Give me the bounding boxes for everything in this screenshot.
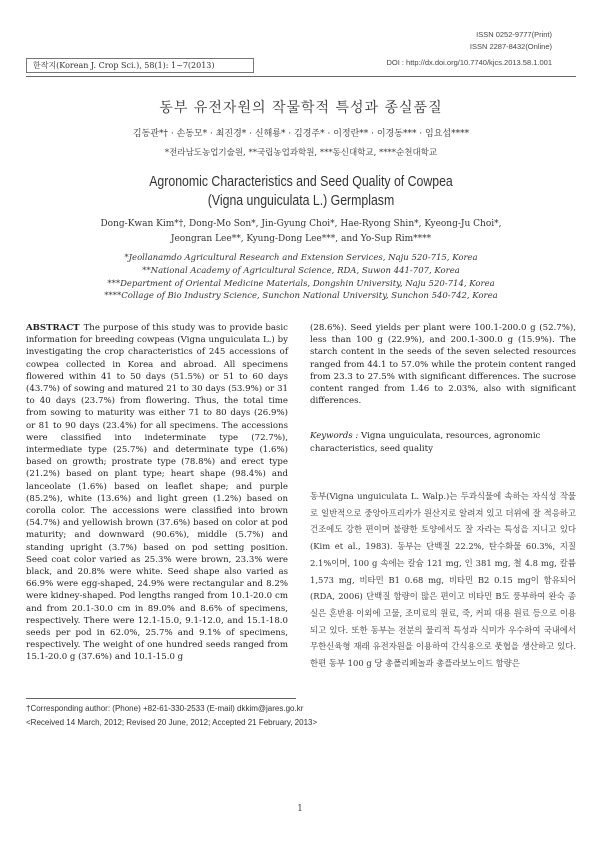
- affiliation-4: ****Collage of Bio Industry Science, Sunchon National University, Sunchon 540-742, Korea: [104, 291, 498, 302]
- abstract-right-column: (28.6%). Seed yields per plant were 100.1-200.0 g (52.7%), less than 100 g (22.9%), and 200.1-300.0 g (15.9%). The starch content in the seeds of the seven selected resources ranged from 44.1 to 57.0% while the protein content ranged from 23.3 to 27.5% with significant differences. The sucrose content ranged from 1.46 to 2.03%, also with significant differences.: [310, 323, 576, 407]
- received-dates: <Received 14 March, 2012; Revised 20 June, 2012; Accepted 21 February, 2013>: [26, 717, 318, 727]
- affiliation-1: *Jeollanamdo Agricultural Research and Extension Services, Naju 520-715, Korea: [124, 253, 478, 263]
- page-number: 1: [297, 804, 303, 814]
- corresponding-author: †Corresponding author: (Phone) +82-61-330-2533 (E-mail) dkkim@jares.go.kr: [26, 704, 304, 713]
- issn-online: ISSN 2287-8432(Online): [469, 42, 552, 51]
- authors-korean: 김동관*† · 손동모* · 최진경* · 신해룡* · 김경주* · 이정란** · 이경동*** · 임요섭****: [132, 129, 470, 139]
- authors-english-line2: Jeongran Lee**, Kyung-Dong Lee***, and Yo-Sup Rim****: [170, 234, 432, 244]
- abstract-label: ABSTRACT: [26, 323, 80, 333]
- affiliations-english: [26, 252, 576, 303]
- abstract-left-column: [26, 322, 288, 664]
- header-rule: [26, 76, 576, 77]
- keywords-label: Keywords :: [310, 431, 359, 441]
- footnote: [26, 702, 576, 729]
- title-korean: 동부 유전자원의 작물학적 특성과 종실품질: [159, 100, 443, 116]
- keywords-block: [310, 430, 576, 456]
- authors-english: [26, 217, 576, 247]
- journal-citation: 한작지(Korean J. Crop Sci.), 58(1): 1~7(2013): [26, 58, 254, 73]
- title-english-line1: Agronomic Characteristics and Seed Quality of Cowpea: [149, 173, 453, 190]
- introduction-korean: 동부(Vigna unguiculata L. Walp.)는 두과식물에 속하는 자식성 작물로 일반적으로 중앙아프리카가 원산지로 알려져 있고 더위에 잘 적응하고 건조에도 강한 편이며 불량한 토양에서도 잘 자라는 특성을 지니고 있다(Kim et al., 1983). 동부는 단백질 22.2%, 탄수화물 60.3%, 지질 2.1%이며, 100 g 속에는 칼슘 121 mg, 인 381 mg, 철 4.8 mg, 칼륨 1,573 mg, 비타민 B1 0.68 mg, 비타민 B2 0.15 mg이 함유되어(RDA, 2006) 단백질 함량이 많은 편이고 비타민 B도 풍부하여 완숙 종실은 혼반용 이외에 고물, 조미료의 원료, 죽, 커피 대용 원료 등으로 이용되고 있다. 또한 동부는 전분의 물리적 특성과 식미가 우수하여 국내에서 무한신육형 재래 유전자원을 이용하여 간식용으로 풋협을 생산하고 있다. 한편 동부 100 g 당 총폴리페놀과 총플라보노이드 함량은: [310, 491, 576, 669]
- authors-english-line1: Dong-Kwan Kim*†, Dong-Mo Son*, Jin-Gyung Choi*, Hae-Ryong Shin*, Kyeong-Ju Choi*,: [100, 219, 502, 229]
- title-english-line2: (Vigna unguiculata L.) Germplasm: [207, 192, 395, 209]
- issn-print: ISSN 0252-9777(Print): [476, 30, 552, 39]
- affiliation-3: ***Department of Oriental Medicine Materials, Dongshin University, Naju 520-714, Korea: [107, 278, 495, 289]
- footnote-rule: [26, 698, 296, 699]
- keywords-text: Vigna unguiculata, resources, agronomic characteristics, seed quality: [310, 431, 541, 454]
- affiliations-korean: *전라남도농업기술원, **국립농업과학원, ***동신대학교, ****순천대학교: [164, 148, 438, 158]
- affiliation-2: **National Academy of Agricultural Science, RDA, Suwon 441-707, Korea: [142, 265, 460, 276]
- abstract-text: The purpose of this study was to provide basic information for breeding cowpeas (Vigna unguiculata L.) by investigating the crop characteristics of 245 accessions of cowpea collected in Korea and abroad. All specimens flowered within 41 to 50 days (51.5%) or 51 to 60 days (43.7%) of sowing and matured 21 to 30 days (53.9%) or 31 to 40 days (23.7%) from flowering. Thus, the total time from sowing to maturity was either 71 to 80 days (26.9%) or 81 to 90 days (23.4%) for all specimens. The accessions were classified into indeterminate type (72.7%), intermediate type (25.7%) and determinate type (1.6%) based on growth; prostrate type (78.8%) and erect type (21.2%) based on plant type; heart shape (98.4%) and lanceolate (1.6%) based on leaflet shape; and purple (85.2%), white (13.6%) and light green (1.2%) based on corolla color. The accessions were classified into brown (54.7%) and yellowish brown (37.6%) based on color at pod maturity; and downward (90.6%), middle (5.7%) and standing upright (3.7%) based on pod setting position. Seed coat color varied as 25.3% were brown, 23.3% were black, and 20.8% were white. Seed shape also varied as 66.9% were egg-shaped, 24.9% were rectangular and 8.2% were kidney-shaped. Pod lengths ranged from 10.1-20.0 cm and from 20.1-30.0 cm in 89.0% and 8.6% of specimens, respectively. There were 12.1-15.0, 9.1-12.0, and 15.1-18.0 seeds per pod in 62.0%, 25.7% and 9.1% of specimens, respectively. The weight of one hundred seeds ranged from 15.1-20.0 g (37.6%) and 10.1-15.0 g: [26, 323, 288, 663]
- doi-link[interactable]: DOI : http://dx.doi.org/10.7740/kjcs.2013.58.1.001: [386, 58, 552, 67]
